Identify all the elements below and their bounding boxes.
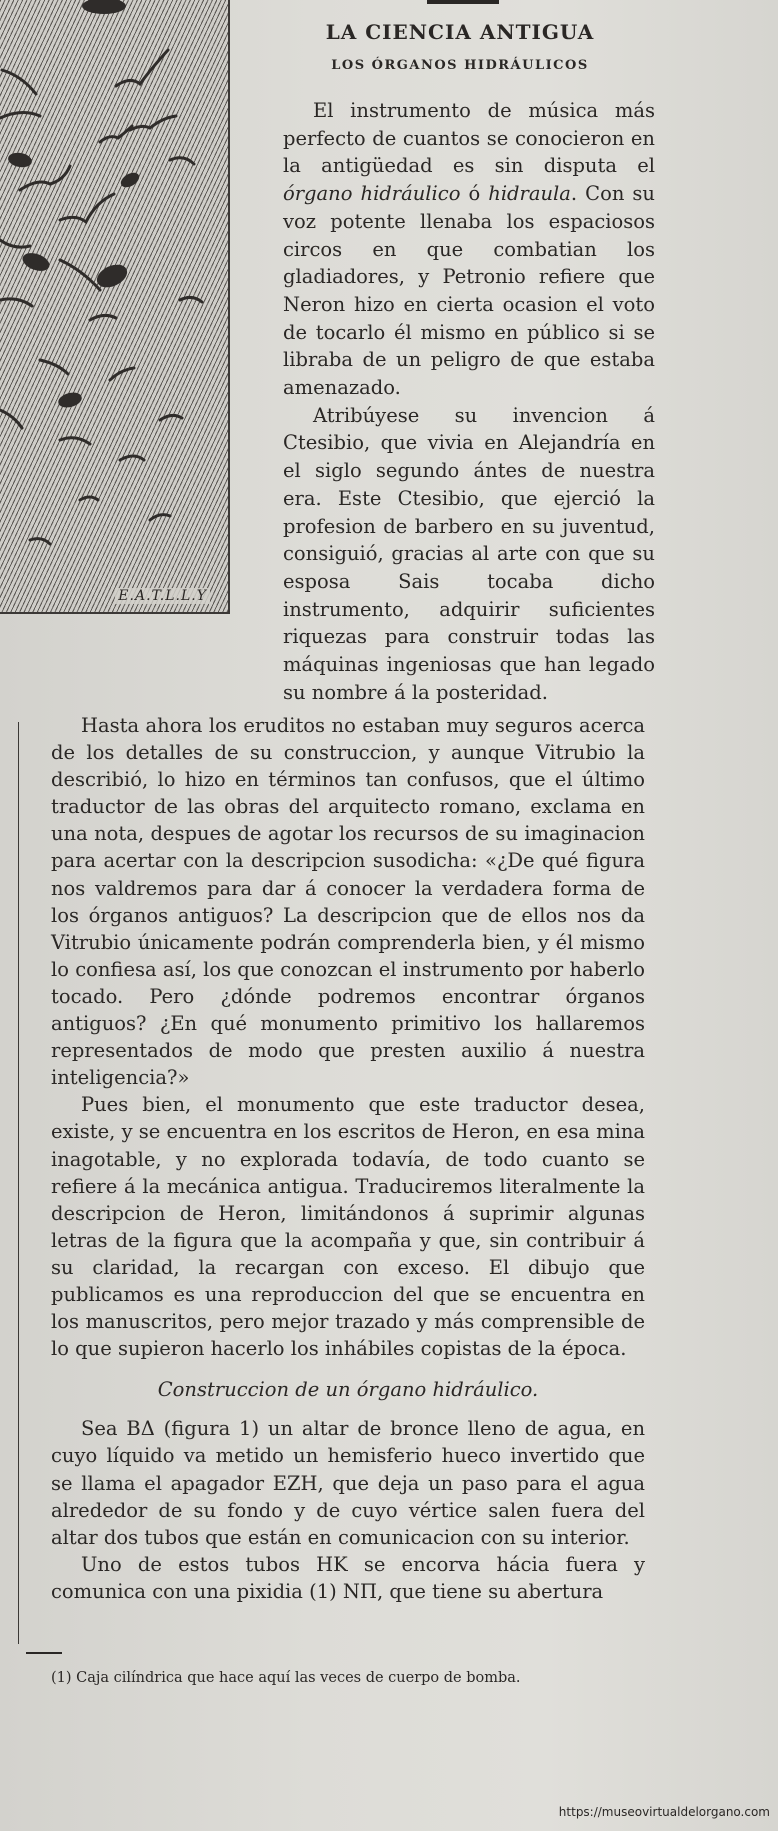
paragraph-4: Pues bien, el monumento que este traductor desea, existe, y se encuentra en los escritos de Heron, en esa mina inagotable, y no explorada todavía, de todo cuanto se refiere á la mecánica antigua. Traduciremos literalmente la descripcion de Heron, limitándonos á suprimir algunas letras de la figura que la acompaña y que, sin contribuir á su claridad, la recargan con exceso. El dibujo que publicamos es una reproduccion del que se encuentra en los manuscritos, pero mejor trazado y más comprensible de lo que supieron hacerlo los inhábiles copistas de la época. [51, 1093, 645, 1361]
watermark-link[interactable]: https://museovirtualdelorgano.com [558, 1805, 770, 1819]
article-title: LA CIENCIA ANTIGUA [325, 20, 595, 44]
footnote-rule [26, 1652, 62, 1654]
engraving-birds [0, 0, 228, 612]
bird-flock-engraving [0, 0, 230, 614]
paragraph-6: Uno de estos tubos HK se encorva hácia fuera y comunica con una pixidia (1) NΠ, que tiene su abertura [51, 1552, 645, 1603]
paragraph-5: Sea BΔ (figura 1) un altar de bronce lleno de agua, en cuyo líquido va metido un hemisferio hueco invertido que se llama el apagador EZH, que deja un paso para el agua alrededor de su fondo y de cuyo vértice salen fuera del altar dos tubos que están en comunicacion con su interior. [51, 1417, 645, 1549]
right-column-text [283, 97, 655, 706]
engraver-signature: E.A.T.L.L.Y [115, 588, 210, 604]
footnote: (1) Caja cilíndrica que hace aquí las veces de cuerpo de bomba. [51, 1670, 521, 1686]
margin-rule [18, 722, 19, 1644]
paragraph-1: El instrumento de música más perfecto de cuantos se conocieron en la antigüedad es sin disputa el órgano hidráulico ó hidraula. Con su voz potente llenaba los espaciosos circos en que combatian los gladiadores, y Petronio refiere que Neron hizo en cierta ocasion el voto de tocarlo él mismo en público si se libraba de un peligro de que estaba amenazado. [283, 99, 655, 400]
article-subtitle: LOS ÓRGANOS HIDRÁULICOS [331, 58, 589, 73]
paragraph-2: Atribúyese su invencion á Ctesibio, que vivia en Alejandría en el siglo segundo ántes de nuestra era. Este Ctesibio, que ejerció la profesion de barbero en su juventud, consiguió, gracias al arte con que su esposa Sais tocaba dicho instrumento, adquirir suficientes riquezas para construir todas las máquinas ingeniosas que han legado su nombre á la posteridad. [283, 403, 655, 704]
top-rule [427, 0, 499, 4]
paragraph-3: Hasta ahora los eruditos no estaban muy seguros acerca de los detalles de su construccion, y aunque Vitrubio la describió, lo hizo en términos tan confusos, que el último traductor de las obras del arquitecto romano, exclama en una nota, despues de agotar los recursos de su imaginacion para acertar con la descripcion susodicha: «¿De qué figura nos valdremos para dar á conocer la verdadera forma de los órganos antiguos? La descripcion que de ellos nos da Vitrubio únicamente podrán comprenderla bien, y él mismo lo confiesa así, los que conozcan el instrumento por haberlo tocado. Pero ¿dónde podremos encontrar órganos antiguos? ¿En qué monumento primitivo los hallaremos representados de modo que presten auxilio á nuestra inteligencia?» [51, 714, 645, 1090]
full-width-text [51, 712, 645, 1605]
section-heading: Construccion de un órgano hidráulico. [157, 1378, 539, 1402]
